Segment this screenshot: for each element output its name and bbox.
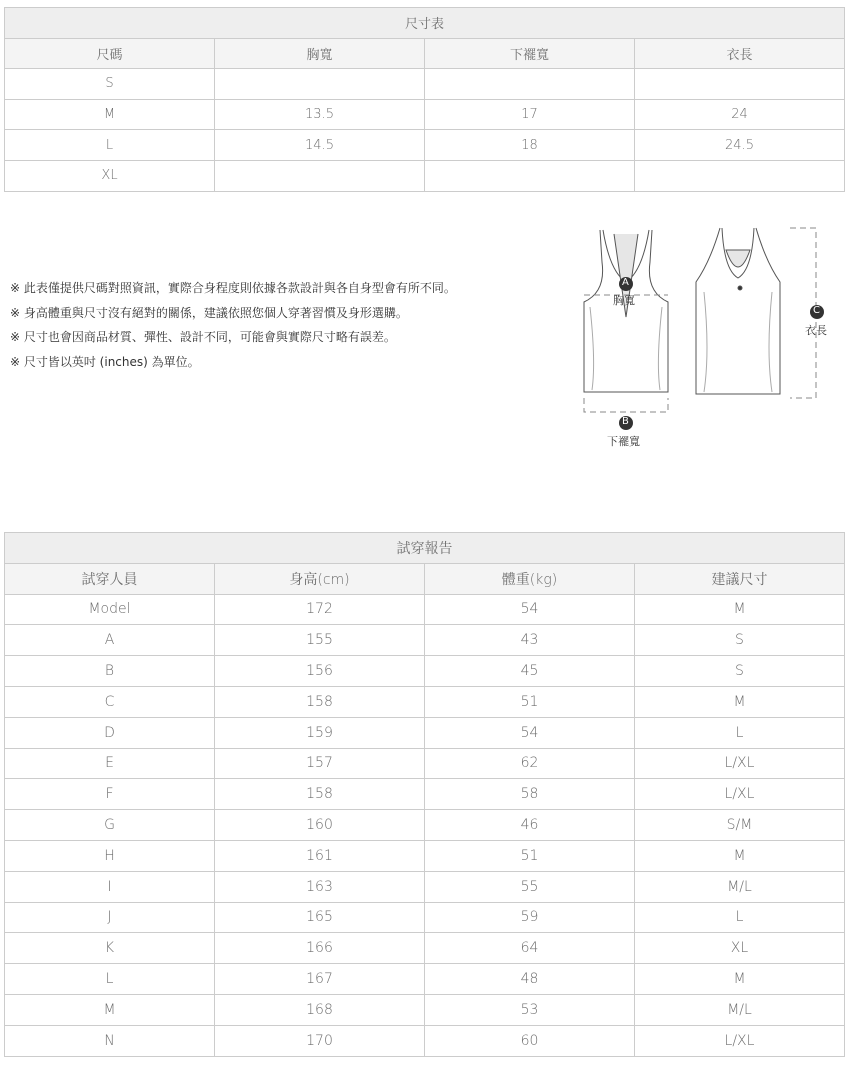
fitting-report-cell: L [635, 717, 845, 748]
table-row [5, 625, 845, 656]
size-chart-title: 尺寸表 [5, 8, 845, 39]
fitting-report-cell: 170 [215, 1025, 425, 1056]
table-row [5, 933, 845, 964]
fitting-report-cell: 54 [425, 717, 635, 748]
fitting-report-cell: 55 [425, 871, 635, 902]
fitting-report-cell: S [635, 625, 845, 656]
size-chart-cell [215, 69, 425, 100]
fitting-report-title: 試穿報告 [5, 533, 845, 564]
fitting-report-cell: E [5, 748, 215, 779]
table-row [5, 748, 845, 779]
fitting-report-cell: L/XL [635, 779, 845, 810]
fitting-report-cell: 166 [215, 933, 425, 964]
size-chart-cell: L [5, 130, 215, 161]
fitting-report-cell: M [635, 840, 845, 871]
fitting-report-cell: 159 [215, 717, 425, 748]
fitting-report-cell: C [5, 686, 215, 717]
fitting-report-header-cell: 身高(cm) [215, 563, 425, 594]
fitting-report-cell: M [635, 686, 845, 717]
table-row [5, 69, 845, 100]
fitting-report-cell: M/L [635, 871, 845, 902]
table-row [5, 686, 845, 717]
fitting-report-cell: 51 [425, 840, 635, 871]
fitting-report-cell: 58 [425, 779, 635, 810]
fitting-report-cell: 155 [215, 625, 425, 656]
table-row [5, 130, 845, 161]
tank-top-illustration [570, 222, 840, 452]
size-chart-cell [425, 69, 635, 100]
fitting-report-cell: 168 [215, 994, 425, 1025]
fitting-report-cell: F [5, 779, 215, 810]
hem-width-label: 下襬寬 [607, 435, 640, 448]
fitting-report-cell: 161 [215, 840, 425, 871]
fitting-report-cell: D [5, 717, 215, 748]
size-chart-cell: 18 [425, 130, 635, 161]
table-row [5, 656, 845, 687]
size-chart-header-cell: 下襬寬 [425, 38, 635, 69]
fitting-report-cell: 157 [215, 748, 425, 779]
size-chart-cell [425, 160, 635, 191]
fitting-report-cell: 45 [425, 656, 635, 687]
fitting-report-cell: G [5, 810, 215, 841]
fitting-report-cell: 156 [215, 656, 425, 687]
fitting-report-cell: M [635, 594, 845, 625]
fitting-report-header-row [5, 563, 845, 594]
size-chart-cell [635, 69, 845, 100]
table-row [5, 717, 845, 748]
fitting-report-cell: J [5, 902, 215, 933]
front-view [584, 230, 668, 392]
size-chart-table [4, 7, 845, 192]
fitting-report-cell: 53 [425, 994, 635, 1025]
size-chart-cell: 17 [425, 99, 635, 130]
fitting-report-cell: N [5, 1025, 215, 1056]
table-row [5, 594, 845, 625]
size-chart-cell: S [5, 69, 215, 100]
note-line: ※ 尺寸也會因商品材質、彈性、設計不同，可能會與實際尺寸略有誤差。 [10, 330, 396, 345]
size-notes [10, 276, 456, 375]
size-chart-cell [215, 160, 425, 191]
fitting-report-cell: M [5, 994, 215, 1025]
fitting-report-cell: 51 [425, 686, 635, 717]
fitting-report-cell: 59 [425, 902, 635, 933]
fitting-report-cell: 48 [425, 964, 635, 995]
fitting-report-cell: 158 [215, 686, 425, 717]
fitting-report-cell: Model [5, 594, 215, 625]
fitting-report-cell: 43 [425, 625, 635, 656]
fitting-report-cell: K [5, 933, 215, 964]
fitting-report-cell: H [5, 840, 215, 871]
garment-measurement-diagram [570, 222, 840, 452]
marker-a-letter: A [622, 277, 629, 288]
size-chart-title-row [5, 8, 845, 39]
size-chart-cell: 24.5 [635, 130, 845, 161]
fitting-report-cell: A [5, 625, 215, 656]
fitting-report-cell: 54 [425, 594, 635, 625]
size-chart-cell: XL [5, 160, 215, 191]
marker-b-letter: B [622, 416, 629, 427]
size-chart-header-cell: 胸寬 [215, 38, 425, 69]
fitting-report-cell: 172 [215, 594, 425, 625]
fitting-report-cell: L/XL [635, 1025, 845, 1056]
size-chart-cell: 13.5 [215, 99, 425, 130]
fitting-report-cell: L [5, 964, 215, 995]
fitting-report-cell: S/M [635, 810, 845, 841]
fitting-report-cell: S [635, 656, 845, 687]
table-row [5, 99, 845, 130]
fitting-report-cell: M/L [635, 994, 845, 1025]
size-chart-cell: 14.5 [215, 130, 425, 161]
table-row [5, 810, 845, 841]
fitting-report-cell: L/XL [635, 748, 845, 779]
fitting-report-cell: 62 [425, 748, 635, 779]
table-row [5, 160, 845, 191]
fitting-report-header-cell: 建議尺寸 [635, 563, 845, 594]
size-chart-cell: 24 [635, 99, 845, 130]
table-row [5, 779, 845, 810]
fitting-report-cell: 165 [215, 902, 425, 933]
fitting-report-cell: 167 [215, 964, 425, 995]
fitting-report-cell: I [5, 871, 215, 902]
fitting-report-cell: M [635, 964, 845, 995]
table-row [5, 840, 845, 871]
size-chart-cell [635, 160, 845, 191]
back-view [696, 228, 780, 394]
size-chart-header-row [5, 38, 845, 69]
fitting-report-title-row [5, 533, 845, 564]
fitting-report-cell: XL [635, 933, 845, 964]
fitting-report-cell: 64 [425, 933, 635, 964]
table-row [5, 1025, 845, 1056]
fitting-report-header-cell: 體重(kg) [425, 563, 635, 594]
size-chart-header-cell: 衣長 [635, 38, 845, 69]
fitting-report-header-cell: 試穿人員 [5, 563, 215, 594]
fitting-report-cell: B [5, 656, 215, 687]
fitting-report-cell: L [635, 902, 845, 933]
size-chart-header-cell: 尺碼 [5, 38, 215, 69]
note-line: ※ 身高體重與尺寸沒有絕對的關係，建議依照您個人穿著習慣及身形選購。 [10, 305, 408, 320]
note-line: ※ 此表僅提供尺碼對照資訊，實際合身程度則依據各款設計與各自身型會有所不同。 [10, 281, 456, 295]
size-chart-cell: M [5, 99, 215, 130]
fitting-report-cell: 60 [425, 1025, 635, 1056]
note-line: ※ 尺寸皆以英吋 (inches) 為單位。 [10, 355, 200, 370]
fitting-report-cell: 160 [215, 810, 425, 841]
table-row [5, 902, 845, 933]
table-row [5, 964, 845, 995]
marker-c-letter: C [813, 305, 820, 316]
fitting-report-cell: 163 [215, 871, 425, 902]
fitting-report-table [4, 532, 845, 1057]
fitting-report-cell: 158 [215, 779, 425, 810]
chest-width-label: 胸寬 [613, 294, 635, 307]
table-row [5, 871, 845, 902]
table-row [5, 994, 845, 1025]
length-label: 衣長 [805, 324, 827, 337]
fitting-report-cell: 46 [425, 810, 635, 841]
